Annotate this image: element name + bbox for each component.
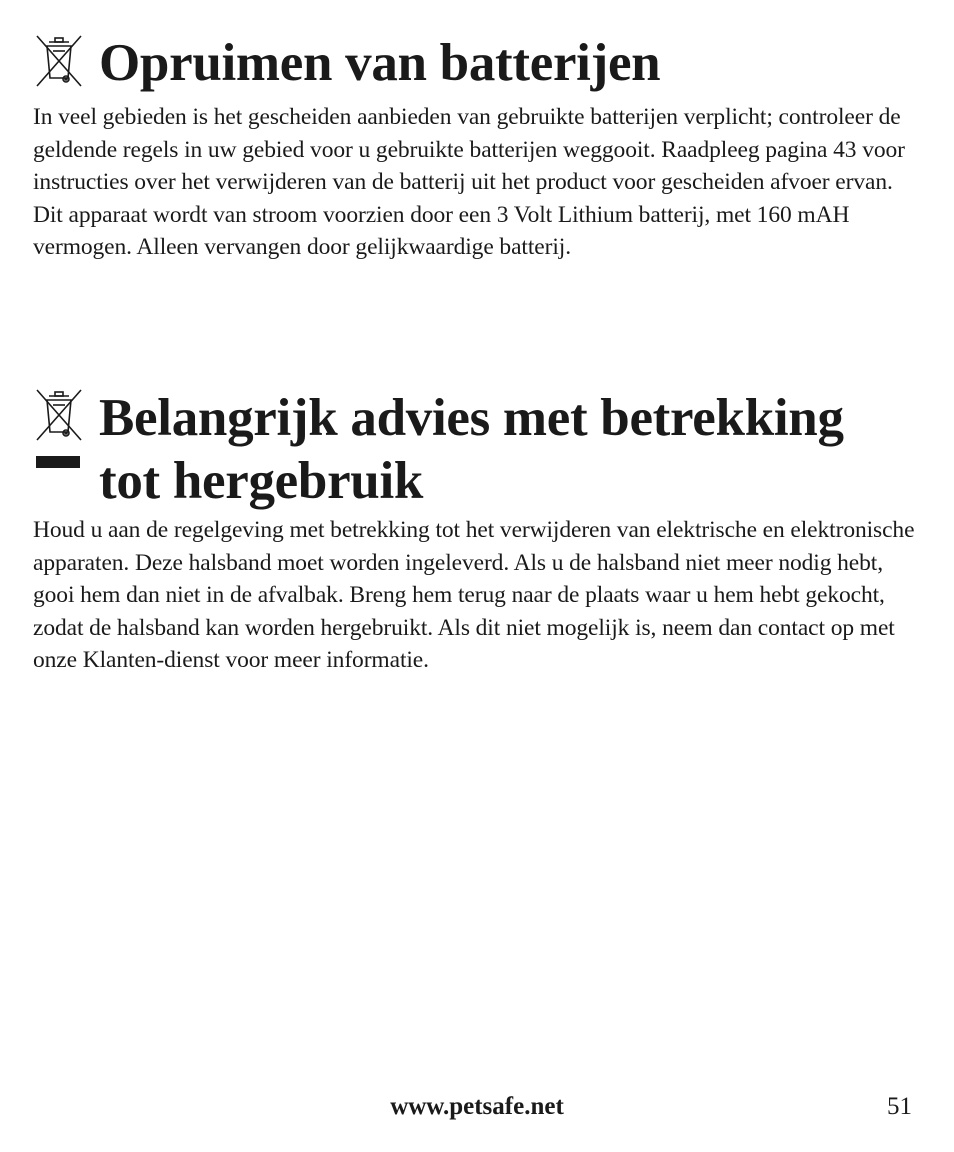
section-title — [99, 387, 844, 513]
page-number: 51 — [887, 1093, 912, 1120]
section-heading-row — [33, 34, 923, 95]
section-title-line: Belangrijk advies met betrekking — [99, 389, 844, 447]
footer-url: www.petsafe.net — [390, 1093, 564, 1120]
disposal-icon-wrap — [33, 34, 85, 88]
section-heading-row — [33, 388, 923, 513]
section-body: In veel gebieden is het gescheiden aanbieden van gebruikte batterijen verplicht; controleer de geldende regels in uw gebied voor u gebruikte batterijen weggooit. Raadpleeg pagina 43 voor instructies over het verwijderen van de batterij uit het product voor gescheiden afvoer ervan. Dit apparaat wordt van stroom voorzien door een 3 Volt Lithium batterij, met 160 mAH vermogen. Alleen vervangen door gelijkwaardige batterij. — [33, 104, 905, 261]
crossed-out-wheelie-bin-icon — [33, 34, 85, 88]
section-title-line: tot hergebruik — [99, 452, 424, 510]
section-body: Houd u aan de regelgeving met betrekking tot het verwijderen van elektrische en elektronische apparaten. Deze halsband moet worden ingeleverd. Als u de halsband niet meer nodig hebt, gooi hem dan niet in de afvalbak. Breng hem terug naar de plaats waar u hem hebt gekocht, zodat de halsband kan worden hergebruikt. Als dit niet mogelijk is, neem dan contact op met onze Klanten-dienst voor meer informatie. — [33, 517, 915, 674]
weee-underline-bar — [36, 456, 80, 468]
battery-disposal-section — [33, 34, 923, 264]
crossed-out-wheelie-bin-icon — [33, 388, 85, 442]
section-title: Opruimen van batterijen — [99, 34, 661, 92]
recycling-advice-section — [33, 388, 923, 677]
disposal-icon-wrap — [33, 388, 85, 468]
